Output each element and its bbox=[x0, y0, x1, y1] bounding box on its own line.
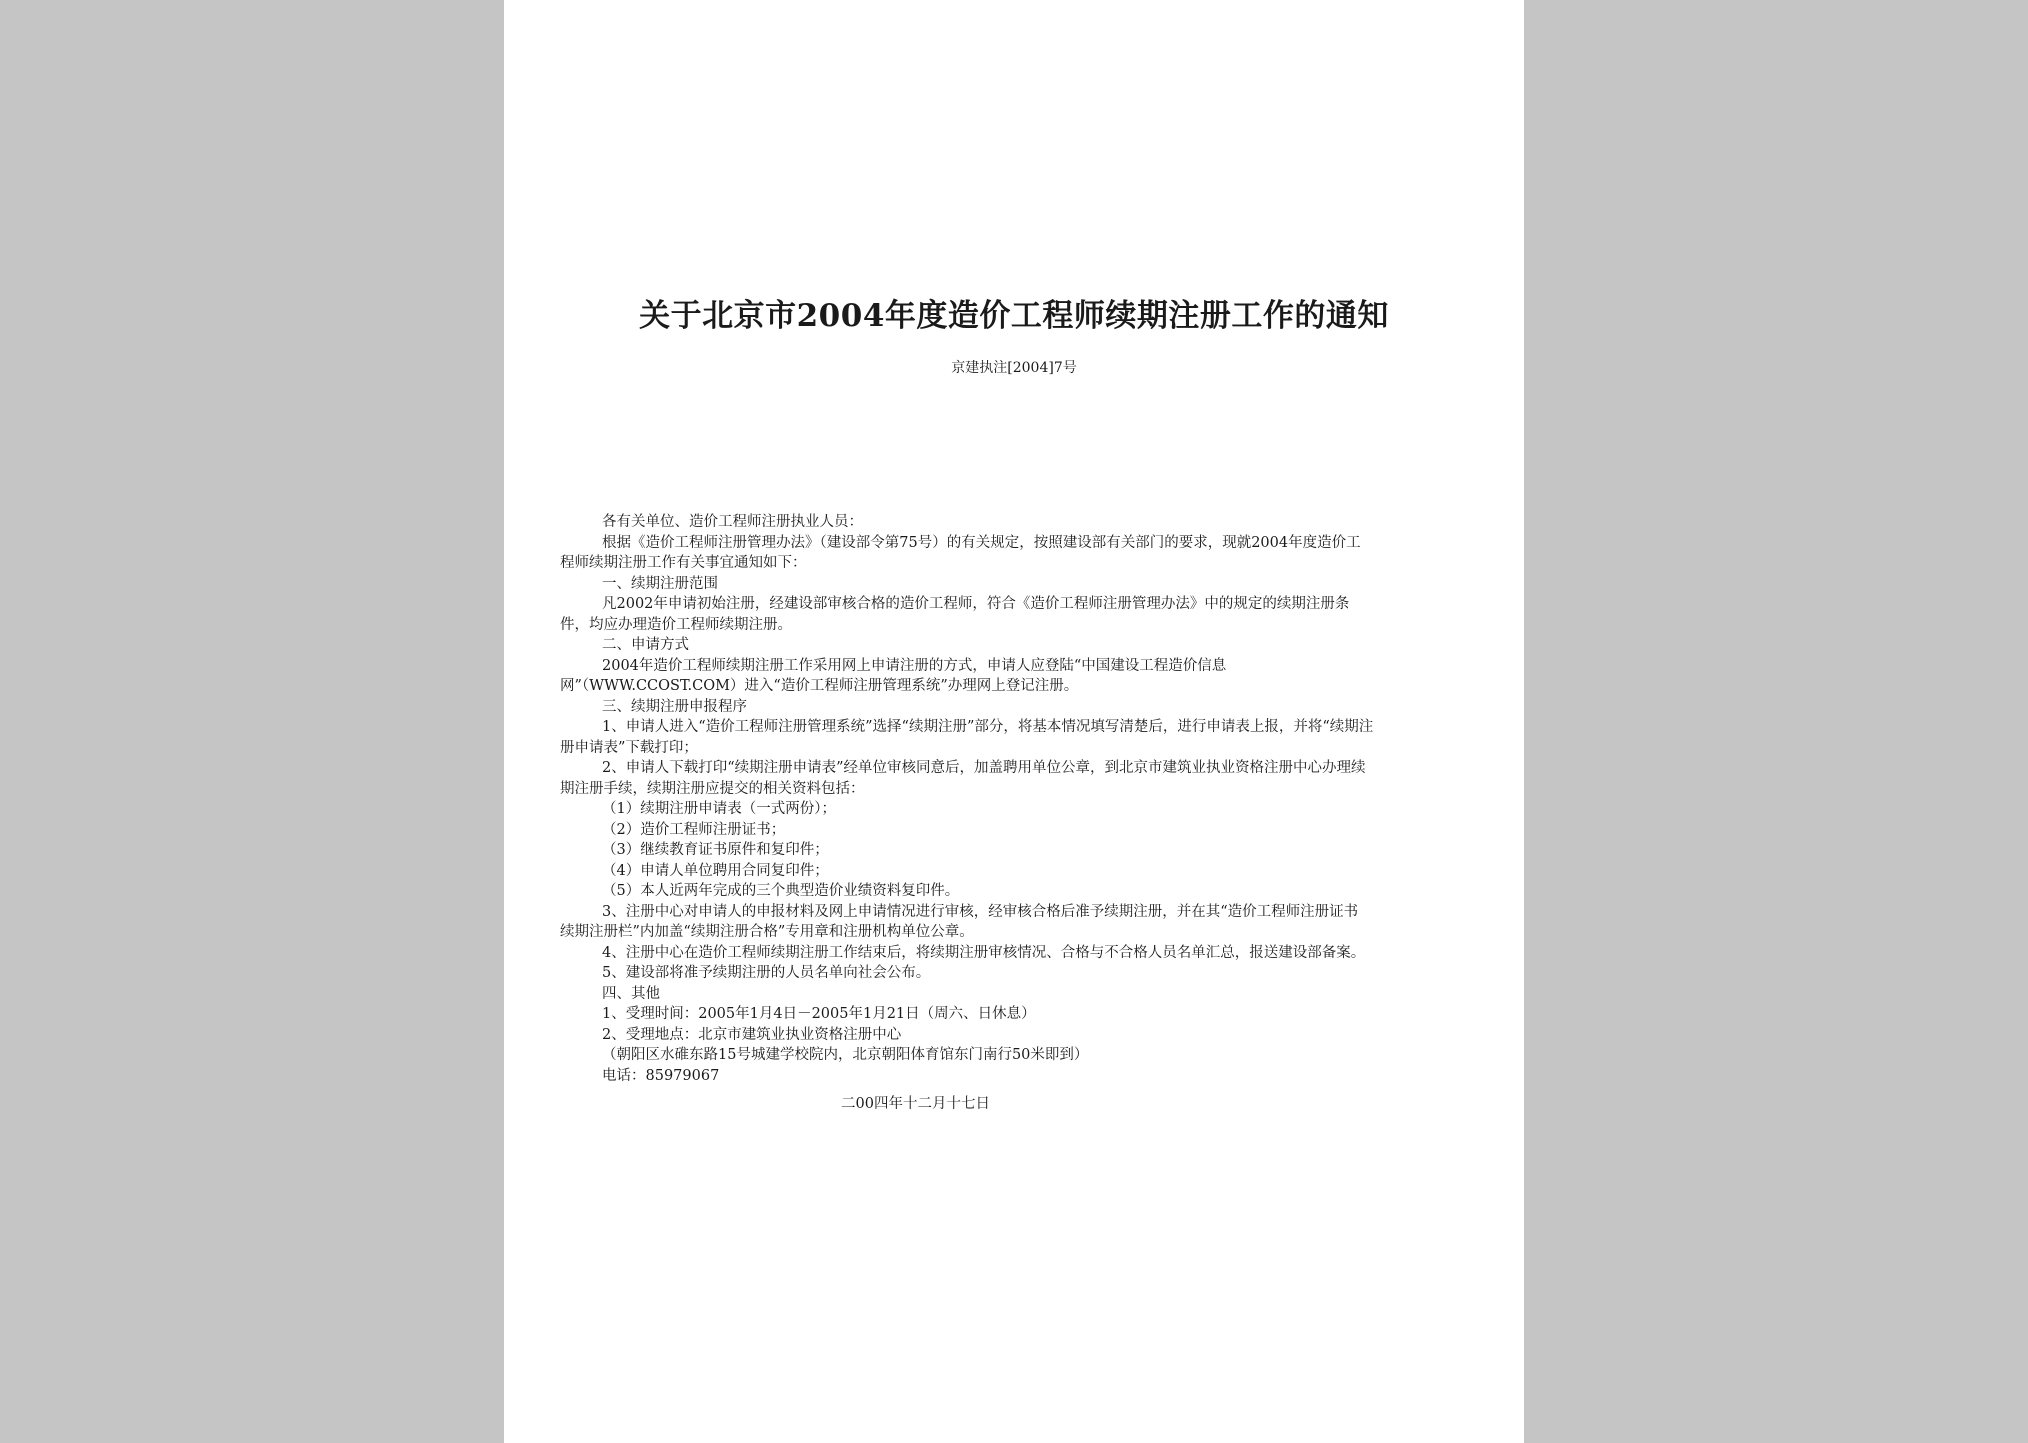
body-line: 3、注册中心对申请人的申报材料及网上申请情况进行审核，经审核合格后准予续期注册，并在其“造价工程师注册证书 bbox=[602, 903, 1359, 920]
list-item: （4）申请人单位聘用合同复印件； bbox=[602, 862, 829, 879]
section-heading: 三、续期注册申报程序 bbox=[602, 698, 747, 715]
phone-line: 电话：85979067 bbox=[602, 1067, 720, 1084]
body-line: 册申请表”下载打印； bbox=[560, 739, 698, 756]
body-line: （朝阳区水碓东路15号城建学校院内，北京朝阳体育馆东门南行50米即到） bbox=[602, 1047, 1089, 1063]
document-title: 关于北京市2004年度造价工程师续期注册工作的通知 bbox=[639, 298, 1389, 334]
body-line: 根据《造价工程师注册管理办法》（建设部令第75号）的有关规定，按照建设部有关部门的要求，现就2004年度造价工 bbox=[602, 534, 1361, 551]
body-line: 5、建设部将准予续期注册的人员名单向社会公布。 bbox=[602, 965, 931, 981]
salutation-line: 各有关单位、造价工程师注册执业人员： bbox=[602, 514, 863, 530]
list-item: （3）继续教育证书原件和复印件； bbox=[602, 842, 829, 858]
body-line: 程师续期注册工作有关事宜通知如下： bbox=[560, 555, 807, 571]
section-heading: 四、其他 bbox=[602, 985, 660, 1002]
body-line: 续期注册栏”内加盖“续期注册合格”专用章和注册机构单位公章。 bbox=[560, 924, 974, 940]
body-line: 凡2002年申请初始注册，经建设部审核合格的造价工程师，符合《造价工程师注册管理办法》中的规定的续期注册条 bbox=[602, 596, 1350, 612]
document-number: 京建执注[2004]7号 bbox=[951, 360, 1077, 376]
body-line: 2、受理地点：北京市建筑业执业资格注册中心 bbox=[602, 1026, 902, 1043]
document-date: 二00四年十二月十七日 bbox=[841, 1096, 990, 1112]
body-line: 4、注册中心在造价工程师续期注册工作结束后，将续期注册审核情况、合格与不合格人员名单汇总，报送建设部备案。 bbox=[602, 944, 1366, 961]
section-heading: 二、申请方式 bbox=[602, 637, 689, 653]
body-line: 2004年造价工程师续期注册工作采用网上申请注册的方式，申请人应登陆“中国建设工程造价信息 bbox=[602, 657, 1227, 674]
list-item: （1）续期注册申请表（一式两份）； bbox=[602, 801, 836, 817]
document-body bbox=[560, 512, 1460, 1086]
list-item: （2）造价工程师注册证书； bbox=[602, 821, 786, 838]
body-line: 1、受理时间：2005年1月4日－2005年1月21日（周六、日休息） bbox=[602, 1006, 1036, 1022]
list-item: （5）本人近两年完成的三个典型造价业绩资料复印件。 bbox=[602, 883, 960, 899]
body-line: 1、申请人进入“造价工程师注册管理系统”选择“续期注册”部分，将基本情况填写清楚后，进行申请表上报，并将“续期注 bbox=[602, 719, 1374, 735]
body-line: 2、申请人下载打印“续期注册申请表”经单位审核同意后，加盖聘用单位公章，到北京市建筑业执业资格注册中心办理续 bbox=[602, 760, 1366, 776]
section-heading: 一、续期注册范围 bbox=[602, 575, 718, 592]
body-line: 网”（WWW.CCOST.COM）进入“造价工程师注册管理系统”办理网上登记注册。 bbox=[560, 678, 1079, 694]
document-page bbox=[504, 0, 1524, 1443]
body-line: 件，均应办理造价工程师续期注册。 bbox=[560, 616, 792, 633]
body-line: 期注册手续，续期注册应提交的相关资料包括： bbox=[560, 780, 865, 797]
